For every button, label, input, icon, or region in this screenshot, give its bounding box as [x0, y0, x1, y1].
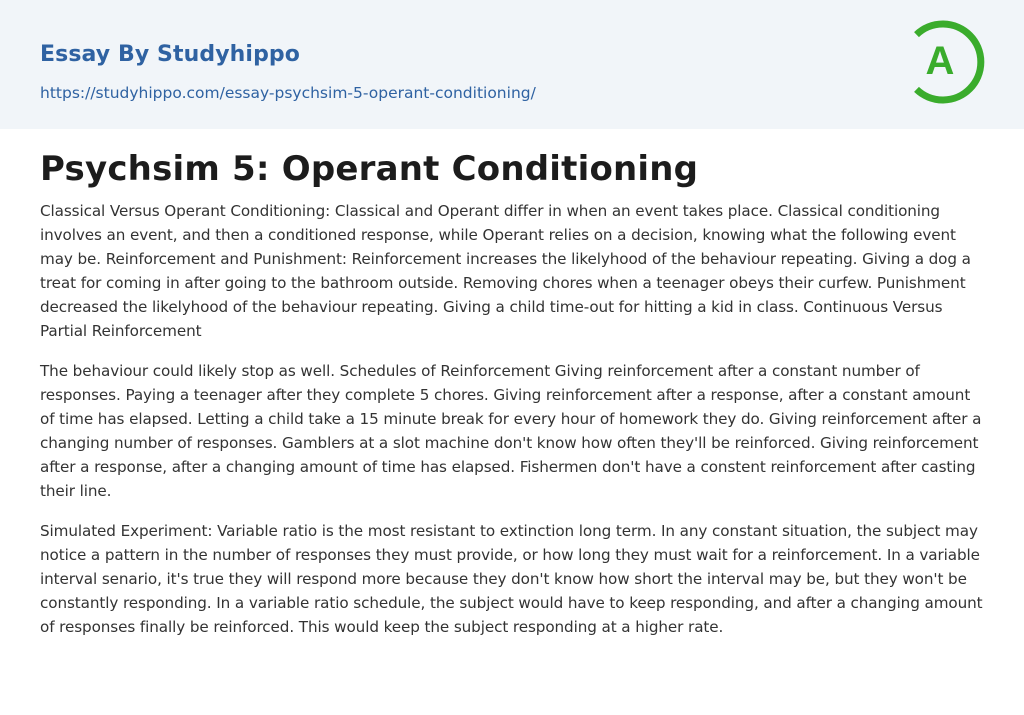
studyhippo-logo-icon[interactable]: [906, 17, 990, 107]
logo-letter: A: [925, 39, 955, 83]
essay-paragraph: Classical Versus Operant Conditioning: Classical and Operant differ in when an event takes place. Classical conditioning involves an event, and then a conditioned response, while Operant relies on a decision, knowing what the following event may be. Reinforcement and Punishment: Reinforcement increases the likelyhood of the behaviour repeating. Giving a dog a treat for coming in after going to the bathroom outside. Removing chores when a teenager obeys their curfew. Punishment decreased the likelyhood of the behaviour repeating. Giving a child time-out for hitting a kid in class. Continuous Versus Partial Reinforcement: [40, 202, 971, 340]
essay-content: [0, 129, 1024, 639]
essay-paragraph: The behaviour could likely stop as well. Schedules of Reinforcement Giving reinforcement after a constant number of responses. Paying a teenager after they complete 5 chores. Giving reinforcement after a response, after a constant amount of time has elapsed. Letting a child take a 15 minute break for every hour of homework they do. Giving reinforcement after a changing number of responses. Gamblers at a slot machine don't know how often they'll be reinforced. Giving reinforcement after a response, after a changing amount of time has elapsed. Fishermen don't have a constent reinforcement after casting their line.: [40, 362, 982, 500]
site-header: [0, 0, 1024, 129]
essay-paragraph: Simulated Experiment: Variable ratio is the most resistant to extinction long term. In any constant situation, the subject may notice a pattern in the number of responses they must provide, or how long they must wait for a reinforcement. In a variable interval senario, it's true they will respond more because they don't know how short the interval may be, but they won't be constantly responding. In a variable ratio schedule, the subject would have to keep responding, and after a changing amount of responses finally be reinforced. This would keep the subject responding at a higher rate.: [40, 522, 983, 636]
essay-url-link[interactable]: https://studyhippo.com/essay-psychsim-5-operant-conditioning/: [40, 84, 536, 102]
essay-title: Psychsim 5: Operant Conditioning: [40, 149, 699, 189]
brand-title[interactable]: Essay By Studyhippo: [40, 42, 300, 67]
